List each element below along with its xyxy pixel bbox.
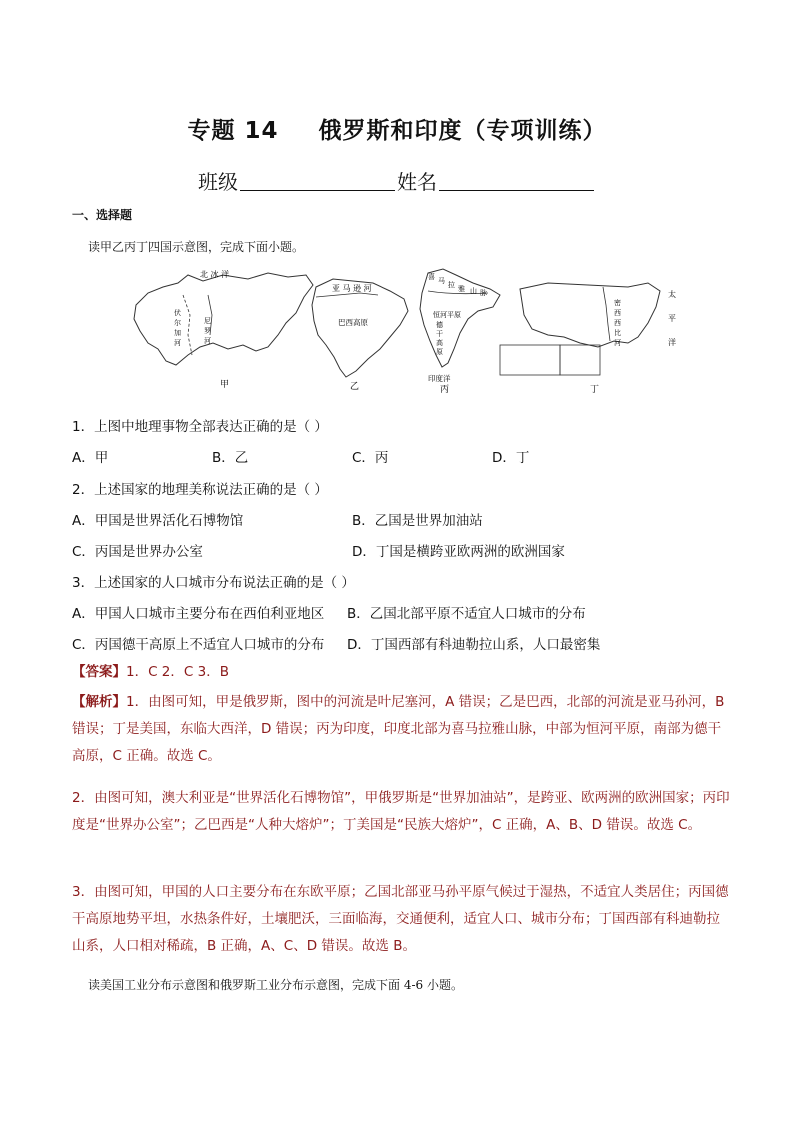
question-3-option-b[interactable]: B．乙国北部平原不适宜人口城市的分布 <box>347 606 586 622</box>
answer-tag: 【答案】 <box>72 664 126 680</box>
map-label: 太 <box>668 290 676 299</box>
map-caption: 乙 <box>350 382 360 392</box>
answer-line <box>72 659 732 686</box>
question-1-option-a[interactable]: A．甲 <box>72 450 109 466</box>
map-label: 西 <box>614 319 621 327</box>
question-2-stem: 2．上述国家的地理美称说法正确的是（ ） <box>72 482 328 498</box>
map-label: 洋 <box>668 338 676 347</box>
map-label: 雅 <box>458 285 465 293</box>
class-name-line <box>0 166 794 195</box>
question-3-option-c[interactable]: C．丙国德干高原上不适宜人口城市的分布 <box>72 637 325 653</box>
question-1-option-c[interactable]: C．丙 <box>352 450 389 466</box>
class-label: 班级 <box>198 170 238 194</box>
map-label: 河 <box>614 339 621 347</box>
name-blank[interactable] <box>439 170 594 191</box>
map-bing <box>420 269 500 395</box>
section-heading: 一、选择题 <box>72 208 133 222</box>
map-label: 亚 马 逊 河 <box>332 284 372 293</box>
name-label: 姓名 <box>397 170 437 194</box>
map-label: 巴西高原 <box>338 318 368 327</box>
map-label: 比 <box>614 329 621 337</box>
question-1-option-d[interactable]: D．丁 <box>492 450 530 466</box>
map-label: 脉 <box>480 289 487 297</box>
title-text: 俄罗斯和印度（专项训练） <box>318 118 607 144</box>
map-label: 河 <box>204 337 211 345</box>
map-label: 高 <box>436 339 443 347</box>
map-label: 喜 <box>428 273 435 281</box>
analysis-tag: 【解析】 <box>72 694 126 710</box>
map-caption: 甲 <box>220 380 230 390</box>
map-label: 德 <box>436 321 443 329</box>
map-label: 加 <box>174 329 181 337</box>
map-caption: 丁 <box>590 385 600 395</box>
map-label: 山 <box>470 287 477 295</box>
map-label: 马 <box>438 277 445 285</box>
class-blank[interactable] <box>240 170 395 191</box>
analysis-paragraph-1 <box>72 689 732 770</box>
question-1-stem: 1．上图中地理事物全部表达正确的是（ ） <box>72 419 328 435</box>
map-jia <box>134 269 313 390</box>
map-label: 西 <box>614 309 621 317</box>
page-title <box>0 112 794 145</box>
question-3-option-a[interactable]: A．甲国人口城市主要分布在西伯利亚地区 <box>72 606 325 622</box>
answer-text: 1．C 2．C 3．B <box>126 664 229 680</box>
question-2-option-a[interactable]: A．甲国是世界活化石博物馆 <box>72 513 244 529</box>
map-label: 原 <box>436 348 443 356</box>
analysis-paragraph-3: 3．由图可知，甲国的人口主要分布在东欧平原；乙国北部亚马孙平原气候过于湿热，不适宜人类居住；丙国德干高原地势平坦，水热条件好，土壤肥沃，三面临海，交通便利，适宜人口、城市分布；丁国西部有科迪勒拉山系，人口相对稀疏，B 正确，A、C、D 错误。故选 B。 <box>72 884 729 954</box>
map-label: 拉 <box>448 281 455 289</box>
question-3-stem: 3．上述国家的人口城市分布说法正确的是（ ） <box>72 575 355 591</box>
analysis-text-1: 1．由图可知，甲是俄罗斯，图中的河流是叶尼塞河，A 错误；乙是巴西，北部的河流是亚马孙河，B 错误；丁是美国，东临大西洋，D 错误；丙为印度，印度北部为喜马拉雅山脉，中部为恒河平原，南部为德干高原，C 正确。故选 C。 <box>72 694 725 764</box>
map-ding <box>500 283 676 395</box>
map-label: 尼 <box>204 317 211 325</box>
map-label: 密 <box>614 299 621 307</box>
map-label: 北 冰 洋 <box>200 270 230 279</box>
intro-text-2: 读美国工业分布示意图和俄罗斯工业分布示意图，完成下面 4-6 小题。 <box>88 978 463 992</box>
map-label: 印度洋 <box>428 374 451 383</box>
map-label: 平 <box>668 314 676 323</box>
map-label: 干 <box>436 330 443 338</box>
question-2-option-b[interactable]: B．乙国是世界加油站 <box>352 513 483 529</box>
question-2-option-d[interactable]: D．丁国是横跨亚欧两洲的欧洲国家 <box>352 544 565 560</box>
title-number: 专题 14 <box>187 118 279 144</box>
question-3-option-d[interactable]: D．丁国西部有科迪勒拉山系，人口最密集 <box>347 637 601 653</box>
intro-text: 读甲乙丙丁四国示意图，完成下面小题。 <box>88 240 305 254</box>
map-caption: 丙 <box>440 385 450 395</box>
four-country-maps <box>128 265 683 400</box>
analysis-paragraph-2: 2．由图可知，澳大利亚是“世界活化石博物馆”，甲俄罗斯是“世界加油站”，是跨亚、欧两洲的欧洲国家；丙印度是“世界办公室”；乙巴西是“人种大熔炉”；丁美国是“民族大熔炉”，C 正确，A、B、D 错误。故选 C。 <box>72 790 730 833</box>
question-2-option-c[interactable]: C．丙国是世界办公室 <box>72 544 203 560</box>
map-label: 罗 <box>204 327 211 335</box>
map-yi <box>312 279 408 392</box>
map-label: 河 <box>174 339 181 347</box>
map-label: 恒河平原 <box>433 311 461 319</box>
map-label: 伏 <box>174 309 181 317</box>
question-1-option-b[interactable]: B．乙 <box>212 450 249 466</box>
map-label: 尔 <box>174 319 181 327</box>
